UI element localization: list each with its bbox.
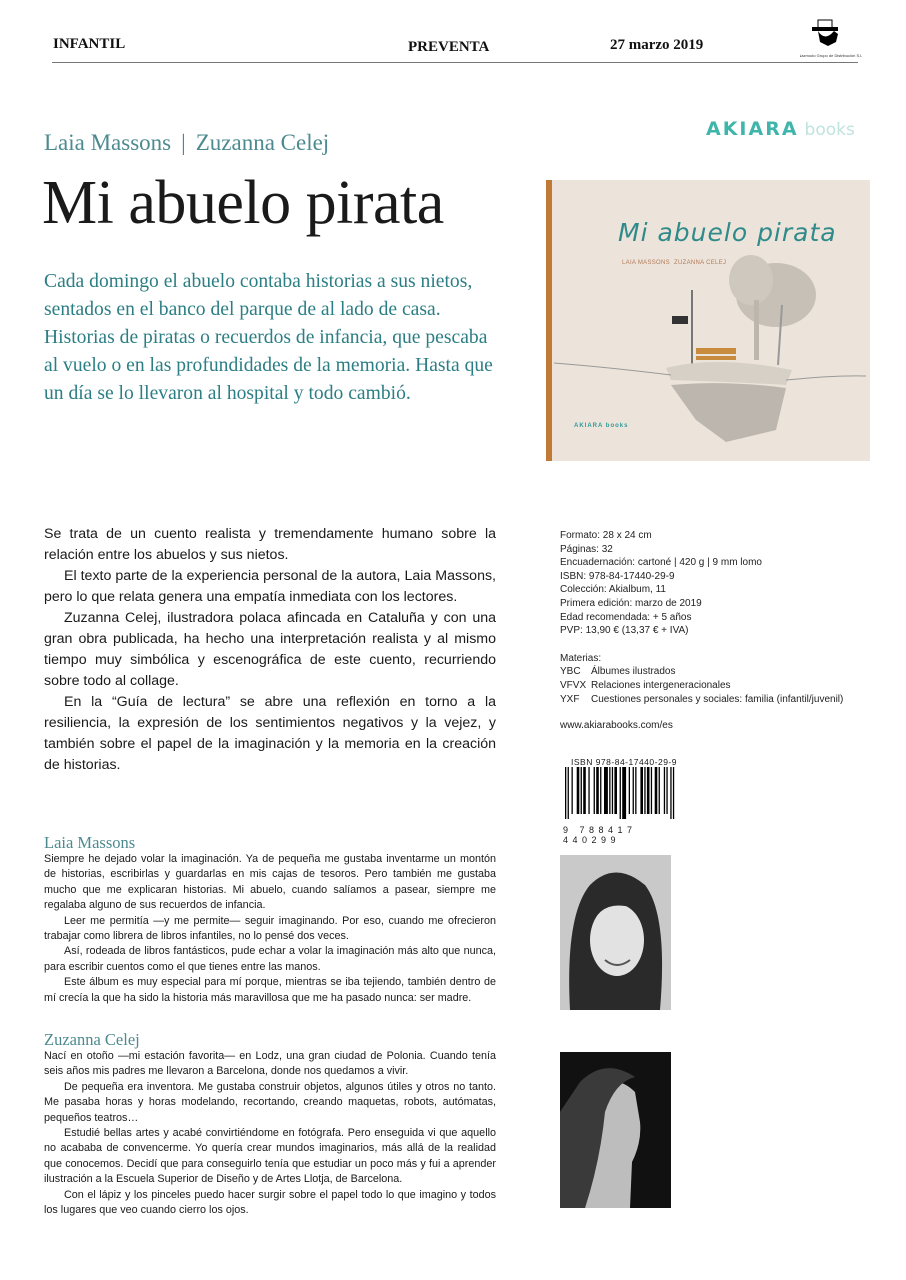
cover-author: LAIA MASSONS: [622, 260, 670, 266]
bio-paragraph: Leer me permitía —y me permite— seguir imaginando. Por eso, cuando me ofrecieron trabajar como librera de libros infantiles, no lo pensé dos veces.: [44, 914, 496, 943]
cover-title: Mi abuelo pirata: [618, 218, 837, 247]
barcode-bar: [600, 767, 601, 814]
cover-brand: AKIARA books: [574, 423, 629, 429]
illustrator-name: Zuzanna Celej: [195, 130, 330, 155]
author-name: Laia Massons: [44, 130, 172, 155]
barcode-bar: [633, 767, 634, 814]
status-label: PREVENTA: [408, 39, 490, 55]
distributor-logo: [800, 16, 862, 60]
illustrator-photo: [560, 1052, 671, 1208]
barcode-bars: [563, 767, 693, 819]
bio-paragraph: Con el lápiz y los pinceles puedo hacer surgir sobre el papel todo lo que imagino y todos los lugares que veo cuando cierro los ojos.: [44, 1188, 496, 1217]
bio-heading: Laia Massons: [44, 833, 136, 852]
barcode-bar: [664, 767, 665, 814]
date-label: 27 marzo 2019: [610, 37, 704, 53]
main-paragraph: En la “Guía de lectura” se abre una reflexión en torno a la resiliencia, la expresión de los sentimientos negativos y la vejez, y también sobre el papel de la imaginación y la memoria en la creación de historias.: [44, 694, 496, 773]
main-paragraph: Zuzanna Celej, ilustradora polaca afincada en Cataluña y con una gran obra publicada, ha hecho una interpretación realista y al mismo tiempo muy simbólica y escenográfica de este cuento, recurriendo sobre todo al collage.: [44, 610, 496, 689]
spec-isbn: ISBN: 978-84-17440-29-9: [560, 570, 675, 582]
distributor-hat-face-icon: [800, 16, 862, 60]
author-bio: [44, 834, 496, 1006]
book-specs: [560, 529, 843, 706]
illustrator-bio: [44, 1031, 496, 1218]
materia-item: [560, 693, 843, 707]
barcode-bar: [644, 767, 645, 814]
materias-label: Materias:: [560, 652, 602, 664]
barcode-bar: [659, 767, 660, 814]
book-cover-image: [546, 180, 870, 461]
barcode-bar: [604, 767, 608, 814]
barcode-bar: [666, 767, 667, 814]
publisher-logo-suffix: books: [804, 120, 855, 140]
publisher-logo: [706, 118, 855, 140]
bio-paragraph: Así, rodeada de libros fantásticos, pude echar a volar la imaginación más alto que nunca, para escribir cuentos como el que tienes entre las manos.: [44, 945, 496, 973]
illustrator-portrait-icon: [560, 1052, 671, 1208]
barcode-bar: [647, 767, 650, 814]
barcode-bar: [670, 767, 671, 819]
cover-illustrator: ZUZANNA CELEJ: [674, 260, 727, 266]
barcode-isbn-label: ISBN 978-84-17440-29-9: [571, 757, 677, 767]
materia-code: YXF: [560, 693, 580, 705]
spec-format: Formato: 28 x 24 cm: [560, 530, 652, 541]
barcode-bar: [583, 767, 586, 814]
barcode-bar: [572, 767, 573, 814]
category-label: INFANTIL: [53, 36, 126, 52]
materia-code: VFVX: [560, 679, 587, 691]
materia-item: [560, 665, 843, 679]
main-paragraph: Se trata de un cuento realista y tremendamente humano sobre la relación entre los abuelos y sus nietos.: [44, 526, 496, 563]
materia-code: YBC: [560, 666, 581, 678]
barcode-bar: [581, 767, 582, 814]
website-link[interactable]: www.akiarabooks.com/es: [560, 720, 673, 731]
barcode-bar: [635, 767, 636, 814]
bio-paragraph: Nací en otoño —mi estación favorita— en Lodz, una gran ciudad de Polonia. Cuando tenía seis años mis padres me llevaron a Barcelona, donde nos quedamos a vivir.: [44, 1050, 496, 1078]
book-credits: [44, 130, 329, 156]
svg-text:Nazmodo Grupo de Distribución: Nazmodo Grupo de Distribución S.L.: [800, 53, 862, 58]
materia-desc: Relaciones intergeneracionales: [591, 679, 731, 691]
spec-age: Edad recomendada: + 5 años: [560, 611, 692, 623]
barcode-bar: [673, 767, 674, 819]
spec-pages: Páginas: 32: [560, 543, 613, 555]
barcode-bar: [655, 767, 658, 814]
barcode-bar: [588, 767, 589, 814]
materia-desc: Cuestiones personales y sociales: familia (infantil/juvenil): [591, 693, 844, 705]
bio-paragraph: Estudié bellas artes y acabé convirtiéndome en fotógrafa. Pero enseguida vi que aquello no acababa de convencerme. Yo quería crear mundos imaginarios, más allá de la realidad que conocemos. Decidí que para conseguirlo tenía que estudiar un poco más y fui a aprender ilustración a la Escuela Superior de Diseño y de Artes Llotja, de Barcelona.: [44, 1127, 496, 1186]
spec-price: PVP: 13,90 € (13,37 € + IVA): [560, 625, 689, 637]
book-title: Mi abuelo pirata: [42, 169, 444, 237]
credits-separator: |: [181, 130, 186, 155]
bio-paragraph: De pequeña era inventora. Me gustaba construir objetos, algunos útiles y otros no tanto. Me pasaba horas y horas modelando, recortando, creando maquetas, robots, autómatas, pequeños teatros…: [44, 1080, 496, 1124]
barcode-bar: [622, 767, 626, 819]
publisher-logo-name: AKIARA: [706, 118, 799, 140]
barcode-bar: [609, 767, 610, 814]
author-portrait-icon: [560, 855, 671, 1010]
barcode-bar: [629, 767, 630, 814]
bio-heading: Zuzanna Celej: [44, 1030, 140, 1049]
author-photo: [560, 855, 671, 1010]
barcode-bar: [651, 767, 652, 814]
barcode-digits: 9 788417 440299: [563, 825, 637, 845]
bio-paragraph: Siempre he dejado volar la imaginación. Ya de pequeña me gustaba inventarme un montón de historias, escribirlas y guardarlas en mis cajas de tesoros. Pero también me gustaba mucho que me explicaran historias. Mi abuelo, cuando salíamos a pasear, siempre me regalaba alguno de sus recuerdos de infancia.: [44, 853, 496, 912]
materia-item: [560, 679, 843, 693]
barcode-bar: [612, 767, 613, 814]
main-paragraph: El texto parte de la experiencia personal de la autora, Laia Massons, pero lo que relata genera una empatía inmediata con los lectores.: [44, 568, 496, 605]
barcode-bar: [565, 767, 566, 819]
barcode-bar: [620, 767, 621, 819]
barcode-bar: [596, 767, 599, 814]
bio-paragraph: Este álbum es muy especial para mí porque, mientras se iba tejiendo, también dentro de mí crecía la que ha sido la historia más maravillosa que me ha pasado nunca: ser madre.: [44, 976, 496, 1004]
barcode-bar: [594, 767, 595, 814]
spec-binding: Encuadernación: cartoné | 420 g | 9 mm lomo: [560, 557, 762, 569]
header-divider: [52, 62, 858, 63]
barcode-bar: [640, 767, 643, 814]
barcode-bar: [577, 767, 580, 814]
isbn-barcode: [563, 757, 693, 845]
materia-desc: Álbumes ilustrados: [591, 666, 676, 678]
book-description: Cada domingo el abuelo contaba historias a sus nietos, sentados en el banco del parque de al lado de casa. Historias de piratas o recuerdos de infancia, que pescaba al vuelo o en las profundidades de la memoria. Hasta que un día se lo llevaron al hospital y todo cambió.: [44, 271, 493, 404]
spec-edition: Primera edición: marzo de 2019: [560, 597, 702, 609]
main-text: [44, 524, 496, 776]
barcode-bar: [614, 767, 617, 814]
barcode-bar: [568, 767, 569, 819]
spec-collection: Colección: Akialbum, 11: [560, 584, 666, 596]
